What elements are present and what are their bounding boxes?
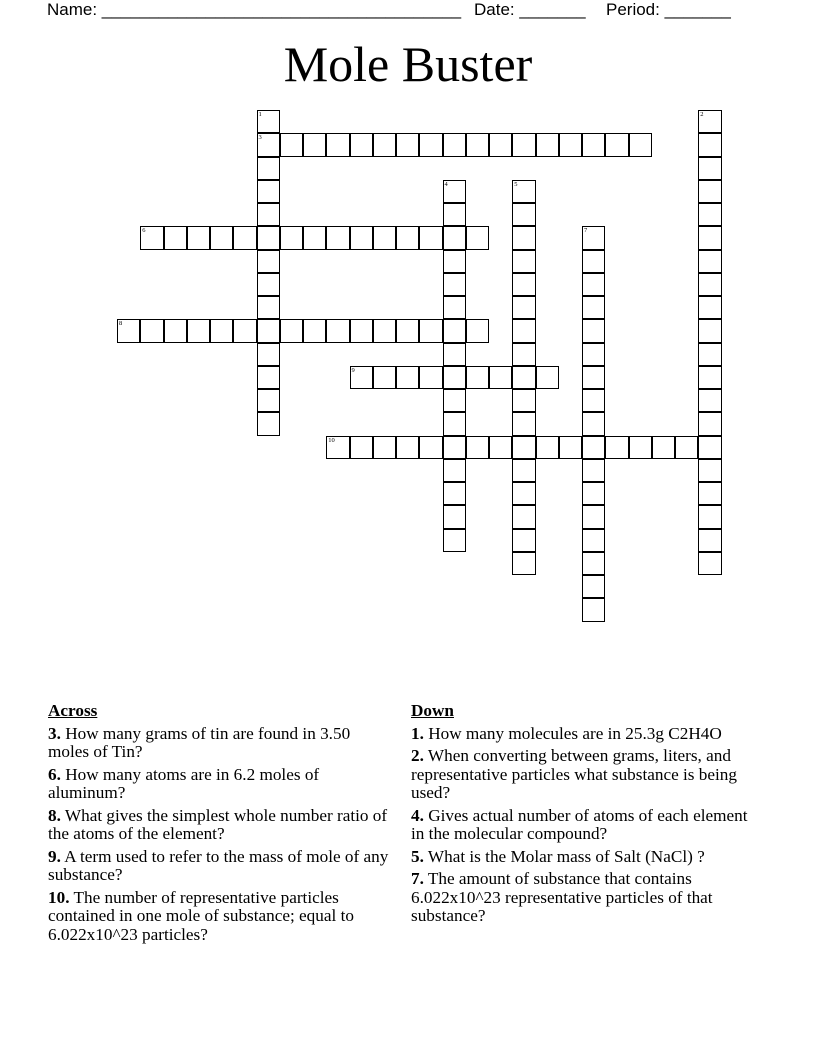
crossword-cell[interactable] — [419, 226, 442, 249]
crossword-cell[interactable] — [140, 226, 163, 249]
crossword-cell[interactable] — [698, 203, 721, 226]
crossword-cell[interactable] — [512, 552, 535, 575]
across-clues — [48, 702, 394, 948]
clue-number: 6. — [48, 764, 61, 784]
crossword-cell[interactable] — [164, 226, 187, 249]
down-clues — [411, 702, 757, 930]
crossword-cell[interactable] — [326, 133, 349, 156]
crossword-cell[interactable] — [326, 436, 349, 459]
clue-number: 9. — [48, 846, 61, 866]
crossword-cell[interactable] — [443, 389, 466, 412]
worksheet-header — [47, 0, 747, 20]
crossword-cell[interactable] — [698, 366, 721, 389]
crossword-cell[interactable] — [559, 436, 582, 459]
crossword-cell[interactable] — [582, 133, 605, 156]
crossword-cell[interactable] — [350, 319, 373, 342]
crossword-cell[interactable] — [396, 366, 419, 389]
crossword-cell[interactable] — [489, 366, 512, 389]
crossword-cell[interactable] — [257, 412, 280, 435]
crossword-cell[interactable] — [443, 180, 466, 203]
crossword-cell[interactable] — [512, 412, 535, 435]
crossword-cell[interactable] — [512, 529, 535, 552]
crossword-cell[interactable] — [698, 459, 721, 482]
clue-down-4 — [411, 807, 757, 844]
clue-number: 10. — [48, 887, 70, 907]
crossword-cell[interactable] — [698, 226, 721, 249]
crossword-cell[interactable] — [629, 436, 652, 459]
crossword-cell[interactable] — [257, 226, 280, 249]
clue-number: 2. — [411, 746, 424, 765]
crossword-cell[interactable] — [582, 552, 605, 575]
crossword-cell[interactable] — [257, 296, 280, 319]
crossword-cell[interactable] — [257, 250, 280, 273]
crossword-cell[interactable] — [187, 226, 210, 249]
crossword-cell[interactable] — [698, 157, 721, 180]
crossword-cell[interactable] — [233, 319, 256, 342]
crossword-cell[interactable] — [419, 366, 442, 389]
crossword-cell[interactable] — [512, 482, 535, 505]
crossword-cell[interactable] — [257, 157, 280, 180]
crossword-cell[interactable] — [698, 389, 721, 412]
crossword-cell[interactable] — [373, 133, 396, 156]
crossword-cell[interactable] — [419, 133, 442, 156]
crossword-cell[interactable] — [443, 529, 466, 552]
crossword-cell[interactable] — [350, 226, 373, 249]
crossword-cell[interactable] — [582, 412, 605, 435]
crossword-cell[interactable] — [698, 110, 721, 133]
crossword-cell[interactable] — [443, 296, 466, 319]
crossword-cell[interactable] — [117, 319, 140, 342]
cell-number: 7 — [584, 227, 588, 235]
crossword-cell[interactable] — [466, 319, 489, 342]
crossword-cell[interactable] — [326, 226, 349, 249]
crossword-cell[interactable] — [582, 482, 605, 505]
cell-number: 3 — [258, 134, 262, 142]
clue-text: How many molecules are in 25.3g C2H4O — [428, 723, 722, 743]
crossword-cell[interactable] — [512, 505, 535, 528]
clue-across-10 — [48, 889, 394, 945]
crossword-cell[interactable] — [280, 133, 303, 156]
crossword-cell[interactable] — [512, 389, 535, 412]
crossword-cell[interactable] — [698, 273, 721, 296]
crossword-cell[interactable] — [373, 226, 396, 249]
page-title: Mole Buster — [283, 36, 533, 92]
crossword-cell[interactable] — [698, 343, 721, 366]
crossword-cell[interactable] — [257, 203, 280, 226]
crossword-cell[interactable] — [582, 343, 605, 366]
crossword-cell[interactable] — [257, 366, 280, 389]
crossword-cell[interactable] — [443, 505, 466, 528]
crossword-cell[interactable] — [443, 273, 466, 296]
crossword-cell[interactable] — [303, 319, 326, 342]
crossword-cell[interactable] — [210, 319, 233, 342]
crossword-cell[interactable] — [443, 459, 466, 482]
crossword-cell[interactable] — [373, 366, 396, 389]
crossword-cell[interactable] — [350, 436, 373, 459]
crossword-cell[interactable] — [396, 133, 419, 156]
crossword-cell[interactable] — [512, 319, 535, 342]
clue-text: The number of representative particles contained in one mole of substance; equal to 6.022x10^23 particles? — [48, 887, 354, 944]
crossword-cell[interactable] — [652, 436, 675, 459]
crossword-cell[interactable] — [582, 575, 605, 598]
clue-number: 5. — [411, 846, 424, 866]
crossword-cell[interactable] — [512, 273, 535, 296]
crossword-cell[interactable] — [443, 343, 466, 366]
crossword-cell[interactable] — [396, 319, 419, 342]
clue-text: Gives actual number of atoms of each element in the molecular compound? — [411, 805, 748, 843]
crossword-cell[interactable] — [698, 505, 721, 528]
crossword-cell[interactable] — [698, 412, 721, 435]
crossword-cell[interactable] — [675, 436, 698, 459]
crossword-cell[interactable] — [698, 319, 721, 342]
crossword-cell[interactable] — [419, 319, 442, 342]
crossword-cell[interactable] — [257, 110, 280, 133]
clue-text: How many atoms are in 6.2 moles of aluminum? — [48, 764, 320, 802]
clue-across-8 — [48, 807, 394, 844]
crossword-cell[interactable] — [698, 552, 721, 575]
crossword-cell[interactable] — [466, 436, 489, 459]
cell-number: 10 — [328, 436, 335, 444]
crossword-cell[interactable] — [257, 273, 280, 296]
clue-across-6 — [48, 766, 394, 803]
cell-number: 5 — [514, 180, 518, 188]
crossword-cell[interactable] — [536, 366, 559, 389]
crossword-cell[interactable] — [466, 133, 489, 156]
crossword-cell[interactable] — [698, 250, 721, 273]
crossword-cell[interactable] — [582, 366, 605, 389]
crossword-cell[interactable] — [489, 133, 512, 156]
crossword-cell[interactable] — [698, 436, 721, 459]
cell-number: 6 — [142, 227, 146, 235]
cell-number: 1 — [258, 111, 262, 118]
crossword-cell[interactable] — [512, 459, 535, 482]
crossword-cell[interactable] — [187, 319, 210, 342]
crossword-cell[interactable] — [536, 436, 559, 459]
clue-number: 8. — [48, 805, 61, 825]
date-field[interactable]: Date: _______ — [474, 0, 586, 19]
crossword-cell[interactable] — [350, 366, 373, 389]
crossword-cell[interactable] — [698, 296, 721, 319]
period-field[interactable]: Period: _______ — [606, 0, 731, 19]
clue-down-7 — [411, 870, 757, 926]
name-field[interactable]: Name: ______________________________________ — [47, 0, 462, 19]
crossword-cell[interactable] — [350, 133, 373, 156]
crossword-cell[interactable] — [210, 226, 233, 249]
crossword-cell[interactable] — [443, 319, 466, 342]
crossword-cell[interactable] — [512, 250, 535, 273]
clue-text: How many grams of tin are found in 3.50 moles of Tin? — [48, 723, 351, 761]
clue-down-2 — [411, 747, 757, 803]
crossword-cell[interactable] — [303, 226, 326, 249]
crossword-cell[interactable] — [582, 436, 605, 459]
crossword-cell[interactable] — [466, 226, 489, 249]
crossword-cell[interactable] — [164, 319, 187, 342]
crossword-cell[interactable] — [396, 226, 419, 249]
crossword-cell[interactable] — [582, 505, 605, 528]
crossword-cell[interactable] — [419, 436, 442, 459]
crossword-cell[interactable] — [582, 459, 605, 482]
crossword-cell[interactable] — [582, 529, 605, 552]
clue-text: What gives the simplest whole number ratio of the atoms of the element? — [48, 805, 388, 843]
crossword-cell[interactable] — [466, 366, 489, 389]
crossword-cell[interactable] — [512, 226, 535, 249]
crossword-cell[interactable] — [698, 482, 721, 505]
crossword-cell[interactable] — [582, 226, 605, 249]
down-heading: Down — [411, 701, 454, 720]
cell-number: 4 — [444, 180, 448, 188]
crossword-cell[interactable] — [280, 319, 303, 342]
crossword-cell[interactable] — [512, 436, 535, 459]
crossword-cell[interactable] — [443, 133, 466, 156]
crossword-cell[interactable] — [559, 133, 582, 156]
clue-number: 4. — [411, 805, 424, 825]
crossword-cell[interactable] — [257, 389, 280, 412]
cell-number: 8 — [119, 320, 123, 328]
crossword-cell[interactable] — [512, 180, 535, 203]
crossword-cell[interactable] — [233, 226, 256, 249]
clue-down-5 — [411, 848, 757, 867]
crossword-cell[interactable] — [582, 250, 605, 273]
crossword-cell[interactable] — [582, 319, 605, 342]
crossword-cell[interactable] — [373, 436, 396, 459]
clue-text: What is the Molar mass of Salt (NaCl) ? — [427, 846, 705, 866]
crossword-cell[interactable] — [629, 133, 652, 156]
crossword-cell[interactable] — [698, 133, 721, 156]
crossword-cell[interactable] — [373, 319, 396, 342]
crossword-cell[interactable] — [512, 133, 535, 156]
crossword-cell[interactable] — [257, 180, 280, 203]
crossword-cell[interactable] — [512, 296, 535, 319]
crossword-cell[interactable] — [582, 296, 605, 319]
crossword-cell[interactable] — [443, 250, 466, 273]
crossword-cell[interactable] — [257, 343, 280, 366]
crossword-cell[interactable] — [512, 343, 535, 366]
crossword-cell[interactable] — [443, 482, 466, 505]
crossword-cell[interactable] — [512, 366, 535, 389]
clue-number: 7. — [411, 869, 424, 888]
crossword-cell[interactable] — [582, 273, 605, 296]
crossword-cell[interactable] — [605, 436, 628, 459]
crossword-cell[interactable] — [698, 529, 721, 552]
clue-text: The amount of substance that contains 6.022x10^23 representative particles of that substance? — [411, 869, 713, 925]
clue-number: 3. — [48, 723, 61, 743]
clue-down-1 — [411, 725, 757, 744]
cell-number: 2 — [700, 111, 704, 118]
across-heading: Across — [48, 701, 98, 720]
crossword-cell[interactable] — [257, 133, 280, 156]
crossword-cell[interactable] — [443, 412, 466, 435]
crossword-cell[interactable] — [303, 133, 326, 156]
clue-text: When converting between grams, liters, and representative particles what substance is being used? — [411, 746, 737, 802]
clue-text: A term used to refer to the mass of mole of any substance? — [48, 846, 389, 884]
crossword-cell[interactable] — [536, 133, 559, 156]
crossword-cell[interactable] — [443, 436, 466, 459]
crossword-cell[interactable] — [512, 203, 535, 226]
crossword-cell[interactable] — [698, 180, 721, 203]
crossword-cell[interactable] — [326, 319, 349, 342]
crossword-cell[interactable] — [396, 436, 419, 459]
clue-across-9 — [48, 848, 394, 885]
crossword-cell[interactable] — [582, 389, 605, 412]
crossword-cell[interactable] — [489, 436, 512, 459]
crossword-cell[interactable] — [443, 226, 466, 249]
crossword-cell[interactable] — [443, 203, 466, 226]
crossword-cell[interactable] — [605, 133, 628, 156]
crossword-cell[interactable] — [257, 319, 280, 342]
cell-number: 9 — [351, 366, 355, 374]
crossword-cell[interactable] — [582, 598, 605, 621]
crossword-cell[interactable] — [443, 366, 466, 389]
crossword-cell[interactable] — [140, 319, 163, 342]
clue-across-3 — [48, 725, 394, 762]
clue-number: 1. — [411, 723, 424, 743]
crossword-cell[interactable] — [280, 226, 303, 249]
